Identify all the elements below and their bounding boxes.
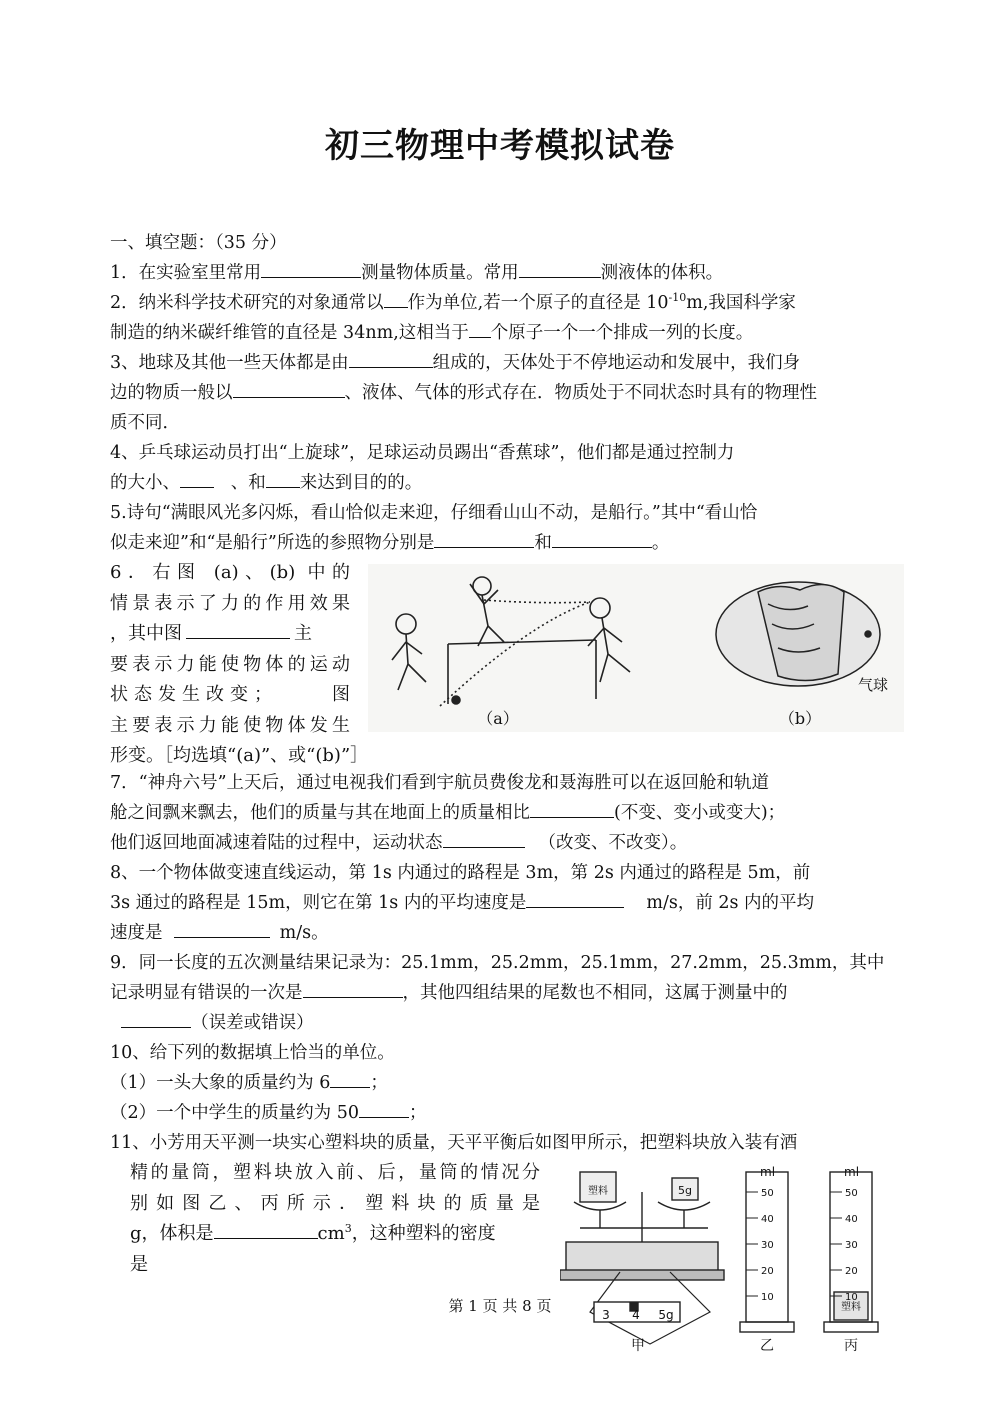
- q1-text-a: 1．在实验室里常用: [110, 263, 262, 283]
- figure-a-label: （a）: [477, 709, 519, 728]
- question-8-line-3: [110, 918, 900, 948]
- q6-line-1: 6．右图 (a)、(b) 中的: [110, 562, 350, 583]
- question-7-line-2: [110, 798, 900, 828]
- question-1: [110, 258, 900, 288]
- q11-text-a: g，体积是: [130, 1223, 214, 1244]
- question-4-line-1: 4、乒乓球运动员打出“上旋球”，足球运动员踢出“香蕉球”，他们都是通过控制力: [110, 443, 735, 463]
- q4-text-c: 来达到目的的。: [299, 473, 423, 493]
- cylinder-tick-label: 30: [845, 1240, 858, 1251]
- q6-line-5: [110, 680, 350, 711]
- cylinder-tick-label: 20: [845, 1266, 858, 1277]
- q3-text-d: 、液体、气体的形式存在．物质处于不同状态时具有的物理性: [344, 383, 817, 403]
- q5-blank-2[interactable]: [552, 528, 652, 548]
- q3-text-c: 边的物质一般以: [110, 383, 233, 403]
- q10-text-b: ；: [370, 1073, 388, 1093]
- balloon-label: 气球: [858, 676, 889, 694]
- q6-text-d: 图: [332, 684, 350, 705]
- question-6: [110, 558, 900, 768]
- section-heading: 一、填空题：（35 分）: [110, 233, 287, 253]
- question-2-line-2: [110, 318, 900, 348]
- rider-scale-label: 5g: [658, 1308, 674, 1322]
- q6-line-4: 要表示力能使物体的运动: [110, 653, 350, 675]
- plastic-in-cylinder-label: 塑料: [841, 1302, 861, 1313]
- q8-text-c: 速度是: [110, 923, 163, 943]
- q10-text-a: （1）一头大象的质量约为 6: [110, 1073, 331, 1093]
- q6-line-2: 情景表示了力的作用效果: [110, 592, 350, 614]
- q11-text: [130, 1158, 540, 1280]
- question-9-line-2: [110, 978, 900, 1008]
- question-10-line-2: [110, 1068, 900, 1098]
- q10-text-d: ；: [408, 1103, 427, 1123]
- q5-text-a: 似走来迎”和“是船行”所选的参照物分别是: [110, 533, 435, 553]
- q1-blank-1[interactable]: [261, 258, 361, 278]
- q7-text-b: (不变、变小或变大)；: [614, 803, 786, 823]
- q11-text-c: ，这种塑料的密度: [351, 1223, 496, 1244]
- page-footer: 第 1 页 共 8 页: [448, 1297, 552, 1315]
- q11-exponent: 3: [344, 1222, 352, 1235]
- q6-text: [110, 558, 369, 772]
- q10-blank-1[interactable]: [330, 1068, 370, 1088]
- q9-text-c: （误差或错误）: [191, 1013, 314, 1033]
- cylinder-tick-label: 10: [845, 1292, 858, 1303]
- q1-text-b: 测量物体质量。常用: [361, 263, 519, 283]
- cylinder-tick-label: 40: [845, 1214, 858, 1225]
- question-10-line-3: [110, 1098, 900, 1128]
- q6-line-7: 形变。［均选填“(a)”、或“(b)”］: [110, 745, 369, 766]
- balance-scale: [560, 1172, 724, 1344]
- q11-blank-1[interactable]: [214, 1219, 318, 1239]
- question-3-line-2: [110, 378, 900, 408]
- q10-blank-2[interactable]: [359, 1098, 409, 1118]
- rider-scale-label: 4: [632, 1308, 640, 1322]
- cylinder-tick-label: 50: [845, 1188, 858, 1199]
- q1-blank-2[interactable]: [519, 258, 601, 278]
- question-8-line-1: 8、一个物体做变速直线运动，第 1s 内通过的路程是 3m，第 2s 内通过的路程是 5m，前: [110, 863, 811, 883]
- q2-blank-2[interactable]: [469, 318, 491, 338]
- q9-blank-2[interactable]: [121, 1008, 191, 1028]
- cylinder-tick-label: 40: [761, 1214, 774, 1225]
- q9-text-a: 记录明显有错误的一次是: [110, 983, 303, 1003]
- q11-text-b: cm: [317, 1223, 345, 1244]
- q3-text-b: 组成的，天体处于不停地运动和发展中，我们身: [432, 353, 801, 373]
- q11-line-2: 精的量筒，塑料块放入前、后，量筒的情况分: [130, 1162, 540, 1183]
- q9-blank-1[interactable]: [303, 978, 403, 998]
- q4-text-a: 的大小、: [110, 473, 180, 493]
- q11-line-5: 是: [130, 1253, 148, 1275]
- label-yi: 乙: [760, 1338, 774, 1352]
- question-7-line-3: [110, 828, 900, 858]
- weight-label: 5g: [678, 1184, 692, 1197]
- q9-text-b: ，其他四组结果的尾数也不相同，这属于测量中的: [402, 983, 788, 1003]
- q7-blank-2[interactable]: [443, 828, 525, 848]
- q3-blank-1[interactable]: [349, 348, 433, 368]
- q6-text-b: 主: [294, 623, 312, 644]
- q8-blank-2[interactable]: [174, 918, 270, 938]
- q1-text-c: 测液体的体积。: [600, 263, 724, 283]
- balance-cylinder-figure: [560, 1162, 890, 1352]
- q2-exponent: -10: [668, 291, 687, 304]
- question-5-line-1: 5.诗句“满眼风光多闪烁，看山恰似走来迎，仔细看山山不动，是船行。”其中“看山恰: [110, 503, 758, 523]
- q4-text-b: 、和: [230, 473, 266, 493]
- cylinder-tick-label: 50: [761, 1188, 774, 1199]
- q3-blank-2[interactable]: [233, 378, 345, 398]
- figure-a-football: [392, 577, 630, 706]
- cylinder-bing-unit: ml: [844, 1165, 860, 1179]
- cylinder-tick-label: 20: [761, 1266, 774, 1277]
- q8-text-b: m/s，前 2s 内的平均: [646, 893, 815, 913]
- question-5-line-2: [110, 528, 900, 558]
- q8-text-a: 3s 通过的路程是 15m，则它在第 1s 内的平均速度是: [110, 893, 527, 913]
- cylinder-tick-label: 10: [761, 1292, 774, 1303]
- label-jia: 甲: [631, 1338, 645, 1352]
- q5-text-b: 和: [534, 533, 552, 553]
- cylinder-yi-ticks: [746, 1188, 774, 1303]
- q5-blank-1[interactable]: [434, 528, 534, 548]
- cylinder-bing-ticks: [830, 1188, 858, 1303]
- q7-text-c: 他们返回地面减速着陆的过程中，运动状态: [110, 833, 443, 853]
- q11-line-3: 别如图乙、丙所示．塑料块的质量是: [130, 1192, 540, 1214]
- q2-blank-1[interactable]: [384, 288, 408, 308]
- q4-blank-1[interactable]: [180, 468, 214, 488]
- label-bing: 丙: [844, 1338, 858, 1352]
- question-2-line-1: [110, 288, 900, 318]
- page-title: 初三物理中考模拟试卷: [325, 126, 675, 166]
- q6-line-3: [110, 619, 350, 650]
- q2-text-b: 作为单位,若一个原子的直径是 10: [407, 293, 669, 313]
- question-10-line-1: 10、给下列的数据填上恰当的单位。: [110, 1043, 395, 1063]
- q6-text-c: 状态发生改变；: [110, 684, 278, 705]
- q6-blank-1[interactable]: [186, 619, 290, 639]
- q2-text-c: m,我国科学家: [686, 293, 796, 313]
- force-effects-figure: [368, 564, 904, 732]
- q7-text-d: （改变、不改变）。: [538, 833, 688, 853]
- q7-text-a: 舱之间飘来飘去，他们的质量与其在地面上的质量相比: [110, 803, 530, 823]
- question-8-line-2: [110, 888, 900, 918]
- question-9-line-3: [110, 1008, 900, 1038]
- q8-text-d: m/s。: [279, 923, 329, 943]
- q8-blank-1[interactable]: [526, 888, 624, 908]
- question-3-line-3: 质不同．: [110, 413, 180, 433]
- q4-blank-2[interactable]: [266, 468, 300, 488]
- question-9-line-1: 9．同一长度的五次测量结果记录为：25.1mm，25.2mm，25.1mm，27.2mm，25.3mm，其中: [110, 953, 885, 973]
- q10-text-c: （2）一个中学生的质量约为 50: [110, 1103, 359, 1123]
- q2-text-e: 个原子一个一个排成一列的长度。: [490, 323, 754, 343]
- rider-scale-label: 3: [602, 1308, 610, 1322]
- q7-blank-1[interactable]: [530, 798, 614, 818]
- q2-text-d: 制造的纳米碳纤维管的直径是 34nm,这相当于: [110, 323, 469, 343]
- plastic-block-label: 塑料: [588, 1186, 608, 1197]
- figure-b-balloon: [716, 582, 880, 686]
- question-11: [110, 1158, 900, 1354]
- q5-text-c: 。: [651, 533, 670, 553]
- cylinder-tick-label: 30: [761, 1240, 774, 1251]
- question-7-line-1: 7．“神舟六号”上天后，通过电视我们看到宇航员费俊龙和聂海胜可以在返回舱和轨道: [110, 773, 770, 793]
- q2-text-a: 2．纳米科学技术研究的对象通常以: [110, 293, 384, 313]
- question-3-line-1: [110, 348, 900, 378]
- exam-content: [110, 228, 900, 1354]
- q11-line-4: [130, 1219, 540, 1250]
- q6-line-6: 主要表示力能使物体发生: [110, 714, 350, 736]
- question-11-line-1: 11、小芳用天平测一块实心塑料块的质量，天平平衡后如图甲所示，把塑料块放入装有酒: [110, 1133, 798, 1153]
- question-4-line-2: [110, 468, 900, 498]
- cylinder-yi-unit: ml: [760, 1165, 776, 1179]
- figure-b-label: （b）: [778, 709, 822, 728]
- q3-text-a: 3、地球及其他一些天体都是由: [110, 353, 349, 373]
- q6-text-a: ，其中图: [110, 623, 182, 644]
